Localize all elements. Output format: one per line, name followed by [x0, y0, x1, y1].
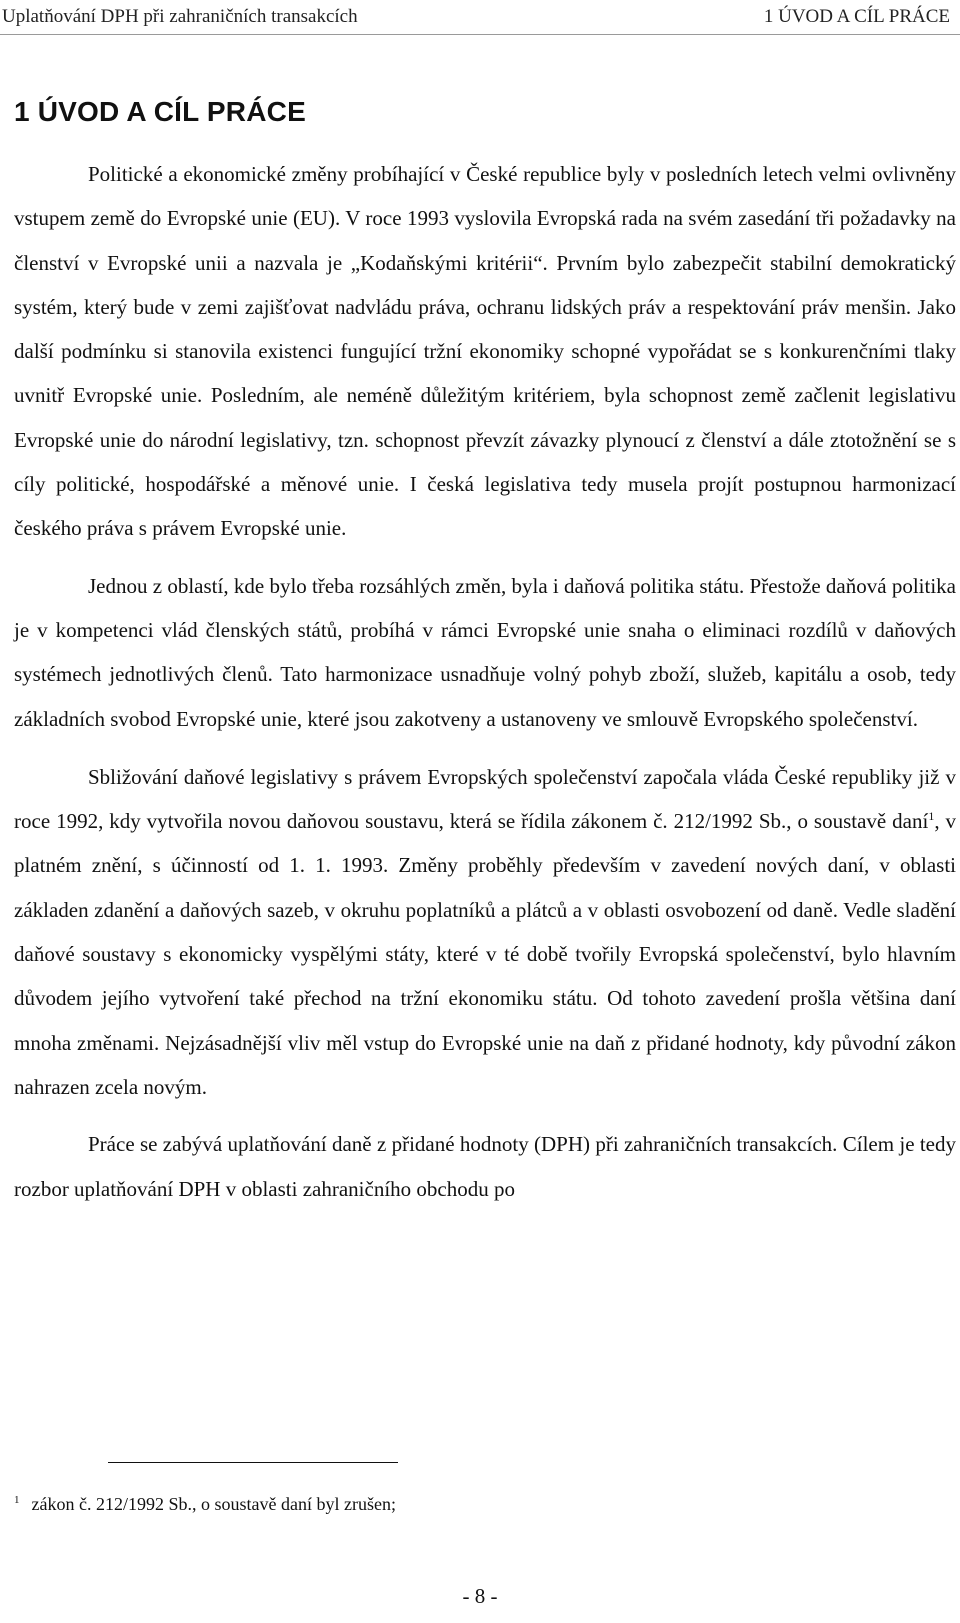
paragraph-text: Sbližování daňové legislativy s právem Evropských společenství započala vláda České republiky již v roce 1992, kdy vytvořila novou daňovou soustavu, která se řídila zákonem č. 212/1992 Sb., o soustavě daní [14, 764, 956, 834]
footnote-number: 1 [14, 1494, 20, 1506]
paragraph: Práce se zabývá uplatňování daně z přidané hodnoty (DPH) při zahraničních transakcích. Cílem je tedy rozbor uplatňování DPH v oblasti zahraničního obchodu po [14, 1132, 956, 1201]
footnote-separator [108, 1462, 398, 1463]
paragraph: Jednou z oblastí, kde bylo třeba rozsáhlých změn, byla i daňová politika státu. Přestože daňová politika je v kompetenci vlád členských států, probíhá v rámci Evropské unie snaha o eliminaci rozdílů v daňových systémech jednotlivých členů. Tato harmonizace usnadňuje volný pohyb zboží, služeb, kapitálu a osob, tedy základních svobod Evropské unie, které jsou zakotveny a ustanoveny ve smlouvě Evropského společenství. [14, 573, 956, 731]
page-number: - 8 - [462, 1584, 498, 1608]
header-chapter-title: 1 ÚVOD A CÍL PRÁCE [763, 6, 950, 27]
paragraph-text: , v platném znění, s účinností od 1. 1. 1993. Změny proběhly především v zavedení nových daní, v oblasti základen zdanění a daňových sazeb, v okruhu poplatníků a plátců a v oblasti osvobození od daně. Vedle sladění daňové soustavy s ekonomicky vyspělými státy, které v té době tvořily Evropská společenství, bylo hlavním důvodem jejího vytvoření také přechod na tržní ekonomiku státu. Od tohoto zavedení prošla většina daní mnoha změnami. Nejzásadnější vliv měl vstup do Evropské unie na daň z přidané hodnoty, kdy původní zákon nahrazen zcela novým. [14, 809, 956, 1099]
body-text [14, 152, 956, 1211]
paragraph: Politické a ekonomické změny probíhající v České republice byly v posledních letech velmi ovlivněny vstupem země do Evropské unie (EU). V roce 1993 vyslovila Evropská rada na svém zasedání tři požadavky na členství v Evropské unii a nazvala je „Kodaňskými kritérii“. Prvním bylo zabezpečit stabilní demokratický systém, který bude v zemi zajišťovat nadvládu práva, ochranu lidských práv a respektování práv menšin. Jako další podmínku si stanovila existenci fungující tržní ekonomiky schopné vypořádat se s konkurenčními tlaky uvnitř Evropské unie. Posledním, ale neméně důležitým kritériem, byla schopnost země začlenit legislativu Evropské unie do národní legislativy, tzn. schopnost převzít závazky plynoucí z členství a dále ztotožnění se s cíly politické, hospodářské a měnové unie. I česká legislativa tedy musela projít postupnou harmonizací českého práva s právem Evropské unie. [14, 162, 956, 541]
paragraph [14, 755, 956, 1109]
footnote-text: zákon č. 212/1992 Sb., o soustavě daní byl zrušen; [31, 1494, 396, 1514]
footnote-reference: 1 [928, 809, 935, 824]
chapter-title: 1 ÚVOD A CÍL PRÁCE [14, 96, 306, 127]
running-header [0, 0, 960, 35]
footnote [14, 1494, 396, 1515]
header-document-title: Uplatňování DPH při zahraničních transakcích [2, 6, 358, 27]
